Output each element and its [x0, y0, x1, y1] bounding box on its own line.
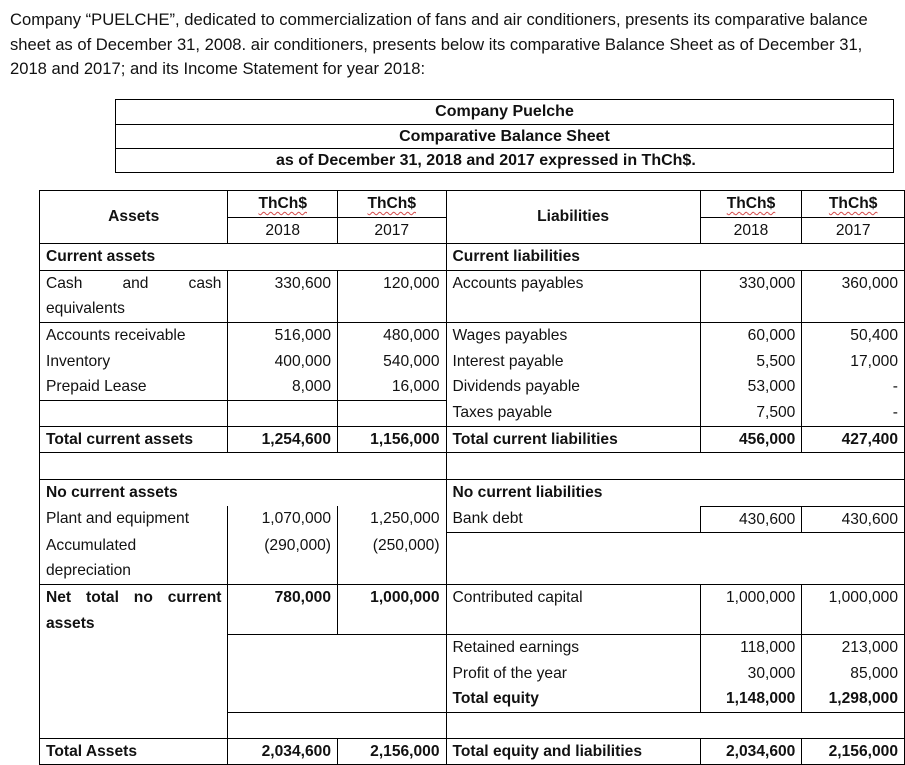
dep-2017: (250,000)	[338, 533, 447, 585]
table-row	[40, 244, 905, 271]
taxes-2017: -	[802, 400, 905, 426]
assets-header: Assets	[40, 191, 228, 244]
table-row	[40, 480, 905, 507]
table-row	[40, 349, 905, 375]
table-row	[40, 661, 905, 687]
wages-label: Wages payables	[446, 322, 700, 348]
wages-2018: 60,000	[700, 322, 802, 348]
equity-label: Total equity	[446, 686, 700, 712]
capital-2018: 1,000,000	[700, 584, 802, 634]
table-row	[40, 453, 905, 480]
total-current-liab-2017: 427,400	[802, 426, 905, 453]
ar-2017: 480,000	[338, 322, 447, 348]
total-eq-liab-2018: 2,034,600	[700, 738, 802, 765]
net-noncurrent-label: Net total no current assets	[40, 584, 228, 660]
capital-2017: 1,000,000	[802, 584, 905, 634]
ar-2018: 516,000	[228, 322, 338, 348]
currency-2018-liab: ThCh$	[726, 195, 776, 212]
problem-statement: Company “PUELCHE”, dedicated to commercialization of fans and air conditioners, presents its comparative balance sheet as of December 31, 2008. air conditioners, presents below its comparative Balance Sheet as of December 31, 2018 and 2017; and its Income Statement for year 2018:	[10, 10, 868, 78]
capital-label: Contributed capital	[446, 584, 700, 634]
dep-2018: (290,000)	[228, 533, 338, 585]
equity-2018: 1,148,000	[700, 686, 802, 712]
year-2018-liab: 2018	[700, 217, 802, 244]
table-row	[40, 686, 905, 712]
table-row	[40, 584, 905, 634]
inv-2017: 540,000	[338, 349, 447, 375]
ap-label: Accounts payables	[446, 270, 700, 322]
prepaid-2017: 16,000	[338, 374, 447, 400]
table-row	[40, 322, 905, 348]
total-current-assets-2018: 1,254,600	[228, 426, 338, 453]
cash-2018: 330,600	[228, 270, 338, 322]
retained-2017: 213,000	[802, 634, 905, 660]
table-row	[40, 738, 905, 765]
balance-sheet-table	[39, 190, 905, 765]
bank-2017: 430,600	[802, 506, 905, 533]
profit-2018: 30,000	[700, 661, 802, 687]
ar-label: Accounts receivable	[40, 322, 228, 348]
year-2017-assets: 2017	[338, 217, 447, 244]
plant-2017: 1,250,000	[338, 506, 447, 533]
total-assets-2017: 2,156,000	[338, 738, 447, 765]
table-row	[40, 426, 905, 453]
div-label: Dividends payable	[446, 374, 700, 400]
taxes-label: Taxes payable	[446, 400, 700, 426]
liabilities-header: Liabilities	[446, 191, 700, 244]
currency-2017-assets: ThCh$	[367, 195, 417, 212]
current-assets-heading: Current assets	[40, 244, 447, 271]
bank-label: Bank debt	[446, 506, 700, 533]
company-name: Company Puelche	[116, 100, 893, 125]
taxes-2018: 7,500	[700, 400, 802, 426]
retained-2018: 118,000	[700, 634, 802, 660]
noncurrent-assets-heading: No current assets	[40, 480, 447, 507]
table-row	[40, 400, 905, 426]
profit-2017: 85,000	[802, 661, 905, 687]
table-row	[40, 374, 905, 400]
ap-2018: 330,000	[700, 270, 802, 322]
currency-2017-liab: ThCh$	[828, 195, 878, 212]
retained-label: Retained earnings	[446, 634, 700, 660]
statement-date: as of December 31, 2018 and 2017 expressed in ThCh$.	[276, 152, 696, 169]
total-eq-liab-2017: 2,156,000	[802, 738, 905, 765]
interest-label: Interest payable	[446, 349, 700, 375]
wages-2017: 50,400	[802, 322, 905, 348]
prepaid-2018: 8,000	[228, 374, 338, 400]
cash-2017: 120,000	[338, 270, 447, 322]
profit-label: Profit of the year	[446, 661, 700, 687]
bank-2018: 430,600	[700, 506, 802, 533]
interest-2018: 5,500	[700, 349, 802, 375]
plant-2018: 1,070,000	[228, 506, 338, 533]
inv-2018: 400,000	[228, 349, 338, 375]
current-liabilities-heading: Current liabilities	[446, 244, 904, 271]
statement-name: Comparative Balance Sheet	[116, 125, 893, 149]
total-current-assets-label: Total current assets	[40, 426, 228, 453]
table-row	[40, 270, 905, 322]
plant-label: Plant and equipment	[40, 506, 228, 533]
noncurrent-liab-heading: No current liabilities	[446, 480, 904, 507]
div-2018: 53,000	[700, 374, 802, 400]
dep-label: Accumulated depreciation	[40, 533, 228, 585]
interest-2017: 17,000	[802, 349, 905, 375]
currency-2018-assets: ThCh$	[258, 195, 307, 212]
total-assets-label: Total Assets	[40, 738, 228, 765]
inv-label: Inventory	[40, 349, 228, 375]
statement-title-box	[115, 99, 894, 173]
net-noncurrent-2018: 780,000	[228, 584, 338, 634]
year-2018-assets: 2018	[228, 217, 338, 244]
header-row	[40, 191, 905, 218]
net-noncurrent-2017: 1,000,000	[338, 584, 447, 634]
total-assets-2018: 2,034,600	[228, 738, 338, 765]
cash-label: Cash and cash equivalents	[40, 270, 228, 322]
table-row	[40, 506, 905, 533]
total-current-liab-2018: 456,000	[700, 426, 802, 453]
equity-2017: 1,298,000	[802, 686, 905, 712]
year-2017-liab: 2017	[802, 217, 905, 244]
table-row	[40, 712, 905, 738]
total-eq-liab-label: Total equity and liabilities	[446, 738, 700, 765]
total-current-liab-label: Total current liabilities	[446, 426, 700, 453]
table-row	[40, 533, 905, 585]
div-2017: -	[802, 374, 905, 400]
ap-2017: 360,000	[802, 270, 905, 322]
prepaid-label: Prepaid Lease	[40, 374, 228, 400]
total-current-assets-2017: 1,156,000	[338, 426, 447, 453]
